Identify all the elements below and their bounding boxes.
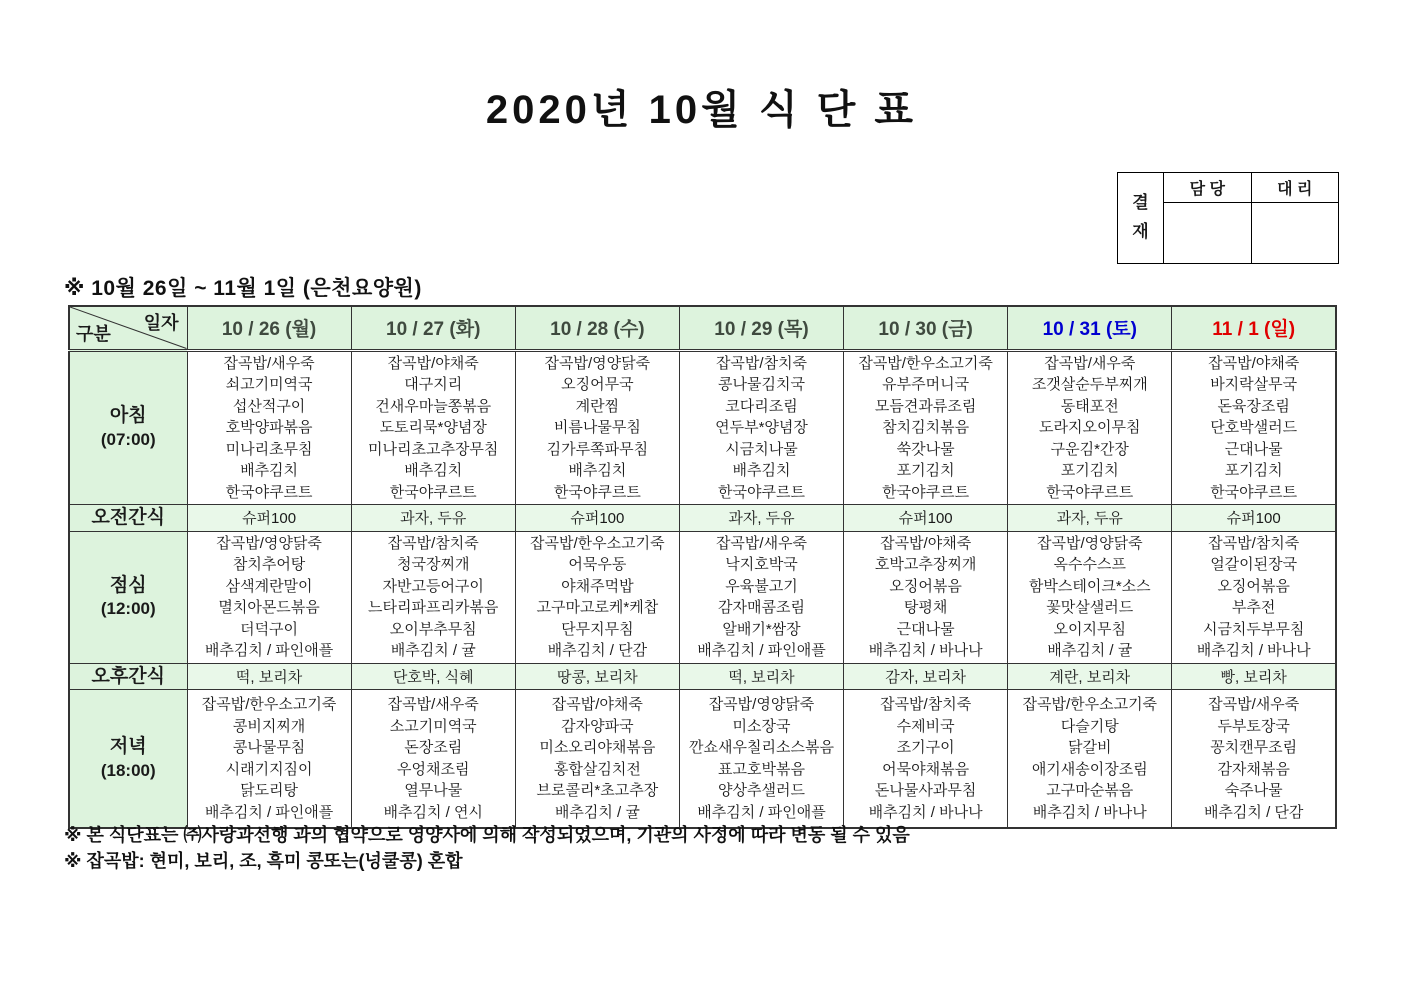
menu-item: 소고기미역국 — [389, 717, 477, 735]
day-header-row — [69, 306, 1336, 350]
menu-cell — [1172, 350, 1336, 505]
snack-cell: 슈퍼100 — [515, 505, 679, 532]
menu-item: 감자채볶음 — [1217, 760, 1290, 778]
menu-cell — [187, 690, 351, 828]
menu-item: 배추김치 — [568, 462, 627, 479]
menu-item: 배추김치 / 바나나 — [1196, 642, 1311, 660]
approval-signature-cell — [1251, 203, 1339, 263]
menu-cell — [1008, 531, 1172, 663]
day-header: 10 / 31 (토) — [1008, 306, 1172, 350]
approval-signature-cell — [1164, 203, 1251, 263]
menu-item: 쇠고기미역국 — [225, 376, 313, 393]
week-range-subtitle: ※ 10월 26일 ~ 11월 1일 (은천요양원) — [64, 277, 422, 300]
menu-item: 한국야쿠르트 — [882, 483, 970, 501]
menu-item: 옥수수스프 — [1053, 556, 1126, 574]
menu-cell — [1008, 690, 1172, 828]
footnote-line: ※ 잡곡밥: 현미, 보리, 조, 흑미 콩또는(넝쿨콩) 혼합 — [64, 851, 463, 872]
menu-cell — [1008, 350, 1172, 505]
menu-item: 수제비국 — [896, 717, 955, 735]
menu-item: 애기새송이장조림 — [1031, 760, 1148, 778]
menu-item: 홍합살김치전 — [553, 760, 641, 778]
menu-cell — [679, 690, 843, 828]
menu-cell — [187, 531, 351, 663]
menu-item: 잡곡밥/야채죽 — [551, 696, 643, 714]
menu-item: 참치김치볶음 — [882, 419, 970, 436]
menu-cell — [515, 350, 679, 505]
menu-item: 연두부*양념장 — [715, 419, 808, 436]
menu-item: 어묵우동 — [568, 556, 627, 574]
menu-item: 다슬기탕 — [1060, 717, 1119, 735]
snack-cell: 과자, 두유 — [1008, 505, 1172, 532]
menu-item: 느타리파프리카볶음 — [368, 599, 499, 617]
menu-item: 얼갈이된장국 — [1210, 556, 1298, 574]
menu-item: 콩나물김치국 — [718, 376, 805, 393]
menu-cell — [844, 690, 1008, 828]
approval-col-damdang: 담 당 — [1189, 181, 1225, 198]
menu-item: 잡곡밥/새우죽 — [223, 354, 315, 372]
menu-item: 김가루쪽파무침 — [546, 440, 649, 458]
menu-item: 배추김치 / 바나나 — [868, 642, 983, 660]
menu-item: 시금치두부무침 — [1202, 620, 1305, 638]
menu-item: 배추김치 — [240, 462, 299, 479]
menu-item: 미나리초무침 — [225, 440, 313, 458]
snack-cell: 과자, 두유 — [679, 505, 843, 532]
meal-row — [69, 690, 1336, 828]
row-label: 점심 (12:00) — [69, 531, 187, 663]
menu-item: 단무지무침 — [561, 620, 634, 638]
menu-item: 야채주먹밥 — [561, 577, 634, 595]
menu-item: 조갯살순두부찌개 — [1031, 376, 1148, 393]
menu-cell — [351, 690, 515, 828]
menu-item: 섭산적구이 — [232, 397, 306, 415]
menu-item: 알배기*쌈장 — [722, 620, 801, 638]
snack-cell: 떡, 보리차 — [187, 663, 351, 690]
menu-item: 호박양파볶음 — [225, 419, 313, 436]
menu-item: 한국야쿠르트 — [1210, 483, 1298, 501]
menu-item: 함박스테이크*소스 — [1028, 577, 1151, 595]
menu-item: 꽃맛살샐러드 — [1046, 599, 1134, 617]
menu-item: 호박고추장찌개 — [874, 556, 977, 574]
menu-item: 배추김치 — [732, 462, 791, 479]
menu-item: 미소오리야채볶음 — [539, 739, 656, 757]
menu-item: 숙주나물 — [1224, 782, 1283, 800]
menu-item: 배추김치 / 귤 — [390, 642, 476, 660]
menu-cell — [351, 350, 515, 505]
menu-item: 잡곡밥/한우소고기죽 — [530, 534, 665, 552]
menu-item: 잡곡밥/한우소고기죽 — [1022, 696, 1158, 714]
menu-item: 도토리묵*양념장 — [379, 419, 487, 436]
menu-item: 한국야쿠르트 — [553, 483, 641, 501]
meal-row — [69, 350, 1336, 505]
menu-item: 배추김치 / 단감 — [1203, 803, 1304, 821]
menu-item: 잡곡밥/한우소고기죽 — [201, 696, 337, 714]
menu-item: 대구지리 — [404, 376, 463, 393]
snack-row — [69, 663, 1336, 690]
menu-cell — [1172, 531, 1336, 663]
menu-item: 우엉채조림 — [396, 760, 470, 778]
menu-item: 잡곡밥/영양닭죽 — [216, 534, 322, 552]
menu-item: 자반고등어구이 — [382, 577, 484, 595]
menu-item: 우육불고기 — [725, 577, 798, 595]
snack-cell: 빵, 보리차 — [1172, 663, 1336, 690]
menu-item: 배추김치 — [404, 462, 463, 479]
menu-item: 한국야쿠르트 — [389, 483, 477, 501]
day-header: 10 / 26 (월) — [187, 306, 351, 350]
meal-plan-table — [68, 305, 1337, 829]
menu-cell — [844, 350, 1008, 505]
menu-item: 깐쇼새우칠리소스볶음 — [689, 739, 834, 757]
menu-item: 두부토장국 — [1217, 717, 1290, 735]
menu-item: 미나리초고추장무침 — [368, 440, 499, 458]
menu-item: 잡곡밥/참치죽 — [387, 534, 479, 552]
day-header: 10 / 27 (화) — [351, 306, 515, 350]
menu-item: 고구마고로케*케찹 — [536, 599, 659, 617]
snack-cell: 슈퍼100 — [1172, 505, 1336, 532]
menu-item: 오징어무국 — [561, 376, 634, 393]
menu-item: 잡곡밥/한우소고기죽 — [858, 354, 993, 372]
menu-item: 잡곡밥/영양닭죽 — [708, 696, 815, 714]
menu-item: 근대나물 — [896, 620, 955, 638]
menu-item: 감자양파국 — [561, 717, 634, 735]
menu-item: 건새우마늘쫑볶음 — [375, 397, 492, 415]
row-label: 아침 (07:00) — [69, 350, 187, 505]
menu-item: 배추김치 / 파인애플 — [697, 803, 826, 821]
menu-item: 포기김치 — [896, 462, 955, 479]
menu-item: 돈나물사과무침 — [874, 782, 977, 800]
menu-item: 구운김*간장 — [1050, 440, 1129, 458]
menu-item: 쑥갓나물 — [896, 440, 955, 458]
footnote-line: ※ 본 식단표는 ㈜사랑과선행 과의 협약으로 영양사에 의해 작성되었으며, 기관의 사정에 따라 변동 될 수 있음 — [64, 825, 910, 845]
menu-item: 오징어볶음 — [1217, 577, 1290, 595]
menu-item: 단호박샐러드 — [1210, 419, 1298, 436]
menu-item: 유부주머니국 — [882, 376, 970, 393]
page-title: 2020년 10월 식 단 표 — [485, 88, 918, 132]
approval-stamp-label: 결재 — [1118, 173, 1164, 263]
menu-item: 콩비지찌개 — [232, 717, 306, 735]
menu-item: 배추김치 / 귤 — [554, 803, 640, 821]
day-header: 10 / 30 (금) — [844, 306, 1008, 350]
snack-cell: 감자, 보리차 — [844, 663, 1008, 690]
approval-col-daeri: 대 리 — [1251, 173, 1339, 202]
menu-item: 한국야쿠르트 — [225, 483, 313, 501]
menu-item: 배추김치 / 바나나 — [1032, 803, 1147, 821]
menu-item: 한국야쿠르트 — [1046, 483, 1134, 501]
menu-tbody — [69, 350, 1336, 828]
menu-item: 모듬견과류조림 — [874, 397, 977, 415]
menu-item: 표고호박볶음 — [718, 760, 805, 778]
snack-cell: 슈퍼100 — [187, 505, 351, 532]
menu-item: 배추김치 / 연시 — [383, 803, 483, 821]
corner-label-date: 일자 — [143, 313, 179, 333]
corner-cell — [69, 306, 187, 350]
corner-label-category: 구분 — [76, 323, 111, 344]
menu-cell — [679, 531, 843, 663]
menu-cell — [679, 350, 843, 505]
menu-item: 도라지오이무침 — [1039, 419, 1141, 436]
menu-item: 포기김치 — [1224, 462, 1283, 479]
menu-item: 코다리조림 — [725, 397, 798, 415]
menu-item: 잡곡밥/야채죽 — [880, 534, 972, 552]
menu-item: 배추김치 / 귤 — [1047, 642, 1133, 660]
day-header: 10 / 28 (수) — [515, 306, 679, 350]
menu-item: 열무나물 — [404, 782, 463, 800]
menu-item: 잡곡밥/참치죽 — [1208, 534, 1300, 552]
menu-item: 탕평채 — [903, 599, 948, 617]
menu-item: 더덕구이 — [240, 620, 299, 638]
menu-item: 잡곡밥/참치죽 — [715, 354, 808, 372]
menu-item: 삼색계란말이 — [225, 577, 313, 595]
menu-item: 근대나물 — [1224, 440, 1283, 458]
menu-item: 계란찜 — [575, 397, 620, 415]
menu-item: 비름나물무침 — [553, 419, 641, 436]
snack-cell: 떡, 보리차 — [679, 663, 843, 690]
menu-item: 오이부추무침 — [389, 620, 477, 638]
menu-item: 돈장조림 — [404, 739, 463, 757]
menu-item: 한국야쿠르트 — [718, 483, 805, 501]
menu-item: 양상추샐러드 — [718, 782, 805, 800]
menu-cell — [515, 531, 679, 663]
menu-item: 닭갈비 — [1068, 739, 1112, 757]
snack-cell: 단호박, 식혜 — [351, 663, 515, 690]
menu-item: 잡곡밥/새우죽 — [1044, 354, 1136, 372]
row-label: 저녁 (18:00) — [69, 690, 187, 828]
menu-item: 잡곡밥/영양닭죽 — [1036, 534, 1143, 552]
menu-item: 동태포전 — [1060, 397, 1119, 415]
menu-item: 잡곡밥/새우죽 — [387, 696, 479, 714]
footnotes — [64, 822, 1344, 874]
snack-row — [69, 505, 1336, 532]
menu-item: 콩나물무침 — [232, 739, 306, 757]
menu-item: 조기구이 — [896, 739, 955, 757]
menu-item: 오징어볶음 — [889, 577, 962, 595]
menu-item: 브로콜리*초고추장 — [536, 782, 659, 800]
menu-item: 배추김치 / 바나나 — [868, 803, 983, 821]
menu-cell — [351, 531, 515, 663]
menu-item: 시금치나물 — [725, 440, 798, 458]
meal-row — [69, 531, 1336, 663]
menu-item: 바지락살무국 — [1210, 376, 1298, 393]
menu-item: 감자매콤조림 — [718, 599, 805, 617]
menu-item: 배추김치 / 파인애플 — [204, 803, 334, 821]
menu-item: 잡곡밥/야채죽 — [1208, 354, 1300, 372]
snack-cell: 슈퍼100 — [844, 505, 1008, 532]
menu-item: 잡곡밥/새우죽 — [1208, 696, 1300, 714]
snack-cell: 계란, 보리차 — [1008, 663, 1172, 690]
menu-item: 고구마순볶음 — [1046, 782, 1134, 800]
menu-item: 청국장찌개 — [396, 556, 470, 574]
menu-item: 미소장국 — [732, 717, 791, 735]
menu-item: 배추김치 / 파인애플 — [204, 642, 334, 660]
menu-item: 어묵야채볶음 — [882, 760, 970, 778]
menu-cell — [187, 350, 351, 505]
menu-item: 잡곡밥/영양닭죽 — [544, 354, 651, 372]
menu-item: 배추김치 / 파인애플 — [697, 642, 826, 660]
menu-item: 부추전 — [1231, 599, 1276, 617]
snack-cell: 땅콩, 보리차 — [515, 663, 679, 690]
menu-cell — [1172, 690, 1336, 828]
menu-item: 잡곡밥/야채죽 — [387, 354, 479, 372]
menu-item: 참치추어탕 — [232, 556, 306, 574]
row-label: 오후간식 — [69, 663, 187, 690]
menu-item: 꽁치캔무조림 — [1210, 739, 1298, 757]
menu-item: 시래기지짐이 — [225, 760, 313, 778]
menu-item: 포기김치 — [1060, 462, 1119, 479]
menu-item: 오이지무침 — [1053, 620, 1126, 638]
day-header: 11 / 1 (일) — [1172, 306, 1336, 350]
menu-cell — [515, 690, 679, 828]
menu-item: 닭도리탕 — [240, 782, 299, 800]
approval-box — [1117, 172, 1339, 264]
menu-item: 멸치아몬드볶음 — [218, 599, 320, 617]
day-header: 10 / 29 (목) — [679, 306, 843, 350]
snack-cell: 과자, 두유 — [351, 505, 515, 532]
menu-item: 잡곡밥/참치죽 — [880, 696, 972, 714]
menu-item: 돈육장조림 — [1217, 397, 1290, 415]
menu-item: 낙지호박국 — [725, 556, 798, 574]
menu-item: 배추김치 / 단감 — [547, 642, 648, 660]
row-label: 오전간식 — [69, 505, 187, 532]
menu-cell — [844, 531, 1008, 663]
menu-item: 잡곡밥/새우죽 — [715, 534, 808, 552]
